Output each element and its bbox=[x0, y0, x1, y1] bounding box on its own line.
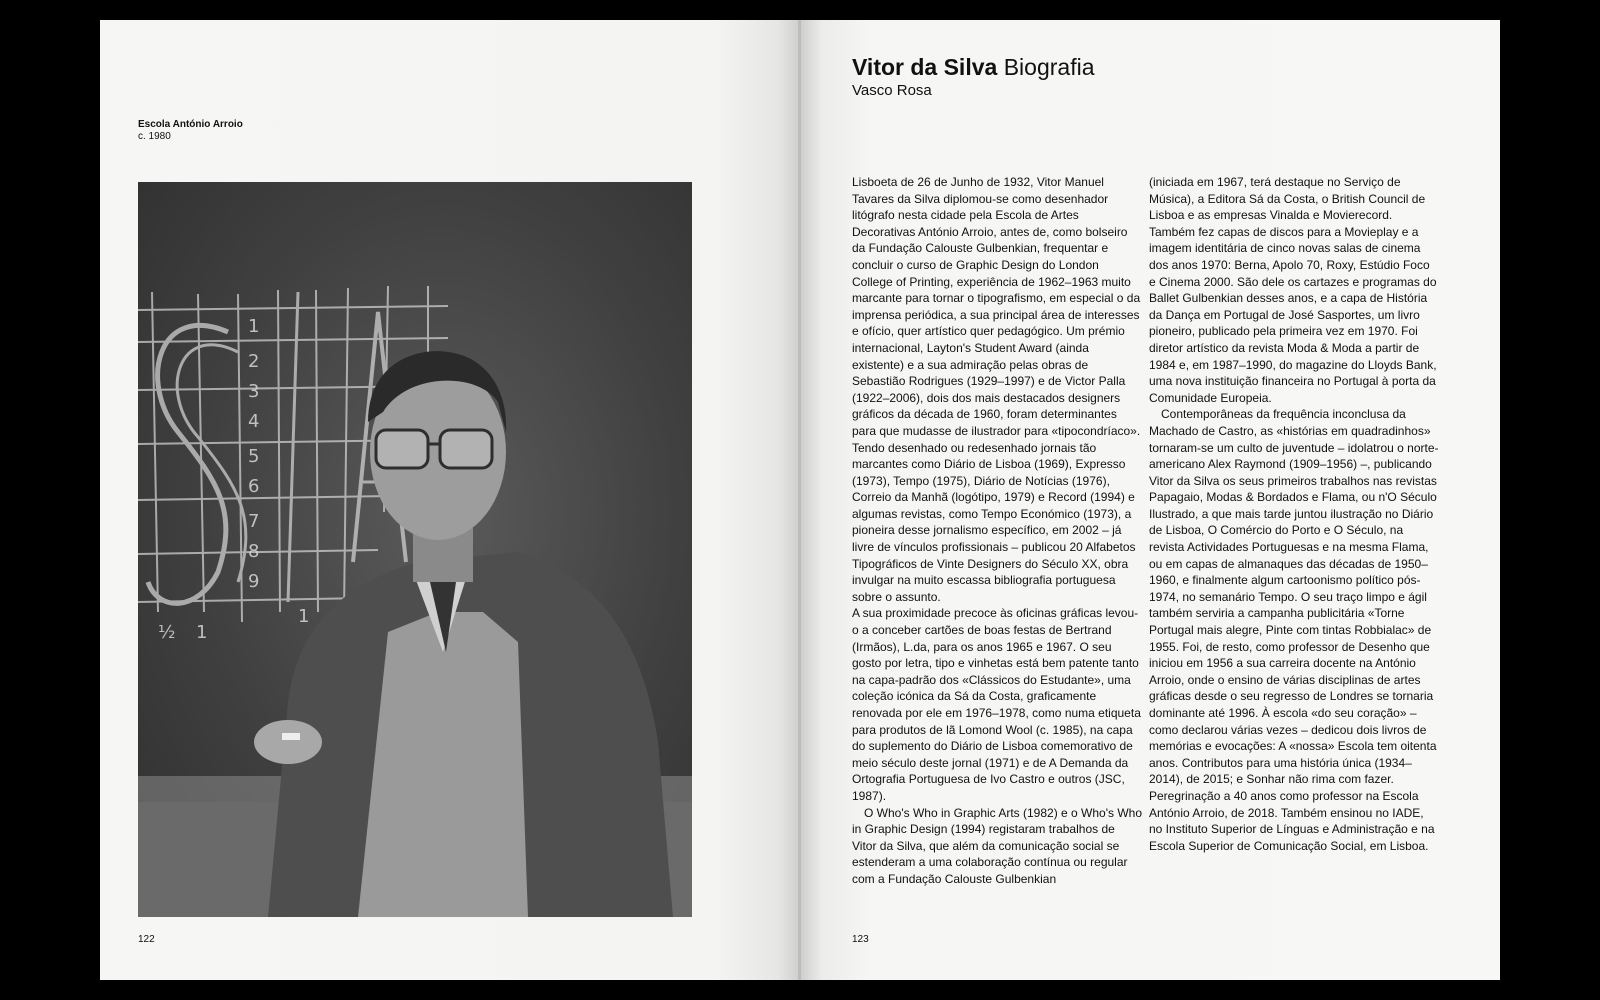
paragraph: Lisboeta de 26 de Junho de 1932, Vitor Manuel Tavares da Silva diplomou-se como desenhador litógrafo nesta cidade pela Escola de Artes Decorativas António Arroio, antes de, como bolseiro da Fundação Calouste Gulbenkian, frequentar e concluir o curso de Graphic Design do London College of Printing, experiência de 1962–1963 muito marcante para tornar o tipografismo, em especial o da imprensa periódica, a sua principal área de interesses e ofício, quer artístico quer pedagógico. Um prémio internacional, Layton's Student Award (ainda existente) e a sua admiração pelas obras de Sebastião Rodrigues (1929–1997) e de Victor Palla (1922–2006), dois dos mais destacados designers gráficos da década de 1960, foram determinantes para que mudasse de ilustrador para «tipocondríaco». Tendo desenhado ou redesenhado jornais tão marcantes como Diário de Lisboa (1969), Expresso (1973), Tempo (1975), Diário de Notícias (1976), Correio da Manhã (logótipo, 1979) e Record (1994) e algumas revistas, como Tempo Económico (1973), a pioneira desse jornalismo específico, em 2002 – já livre de vínculos profissionais – publicou 20 Alfabetos Tipográficos de Vinte Designers do Século XX, obra invulgar na muito escassa bibliografia portuguesa sobre o assunto. bbox=[852, 175, 1141, 604]
svg-text:1: 1 bbox=[298, 606, 310, 627]
caption-title: Escola António Arroio bbox=[138, 119, 243, 130]
svg-text:1: 1 bbox=[196, 622, 208, 643]
title-section: Biografia bbox=[1003, 54, 1095, 80]
text-column-1 bbox=[852, 174, 1142, 888]
title-name: Vitor da Silva bbox=[852, 54, 998, 80]
svg-text:6: 6 bbox=[248, 476, 260, 497]
caption-date: c. 1980 bbox=[138, 131, 171, 142]
photo-caption bbox=[138, 119, 243, 143]
svg-text:8: 8 bbox=[248, 541, 260, 562]
svg-text:3: 3 bbox=[248, 381, 260, 402]
right-page bbox=[801, 20, 1500, 980]
article-author: Vasco Rosa bbox=[852, 82, 932, 99]
paragraph: A sua proximidade precoce às oficinas gráficas levou-o a conceber cartões de boas festas de Bertrand (Irmãos), L.da, para os anos 1965 e 1967. O seu gosto por letra, tipo e vinhetas está bem patente tanto na capa-padrão dos «Clássicos do Estudante», uma coleção icónica da Sá da Costa, graficamente renovada por ele em 1976–1978, como numa etiqueta para produtos de lã Lomond Wool (c. 1985), na capa do suplemento do Diário de Lisboa comemorativo de meio século deste jornal (1971) e de A Demanda da Ortografia Portuguesa de Ivo Castro e outros (JSC, 1987). bbox=[852, 606, 1141, 803]
left-page bbox=[100, 20, 799, 980]
svg-text:5: 5 bbox=[248, 446, 260, 467]
article-heading bbox=[852, 53, 1094, 101]
paragraph: O Who's Who in Graphic Arts (1982) e o Who's Who in Graphic Design (1994) registaram trabalhos de Vitor da Silva, que além da comunicação social se estenderam a uma colaboração contínua ou regular com a Fundação Calouste Gulbenkian bbox=[852, 805, 1143, 886]
book-spread bbox=[100, 20, 1500, 980]
portrait-photo-icon bbox=[138, 182, 692, 917]
svg-text:½: ½ bbox=[158, 622, 176, 643]
svg-text:1: 1 bbox=[248, 316, 260, 337]
paragraph: Contemporâneas da frequência inconclusa da Machado de Castro, as «histórias em quadradinhos» tornaram-se um culto de juventude – idolatrou o norte-americano Alex Raymond (1909–1956) –, publicando Vitor da Silva os seus primeiros trabalhos nas revistas Papagaio, Modas & Bordados e Flama, ou n'O Século Ilustrado, a que mais tarde juntou ilustração no Diário de Lisboa, O Comércio do Porto e O Século, na revista Actividades Portuguesas e na mesma Flama, ou em capas de almanaques das décadas de 1950–1960, e finalmente algum cartoonismo político pós-1974, no semanário Tempo. O seu traço limpo e ágil também serviria a campanha publicitária «Torne Portugal mais alegre, Pinte com tintas Robbialac» de 1955. Foi, de resto, como professor de Desenho que iniciou em 1956 a sua carreira docente na António Arroio, onde o ensino de várias disciplinas de artes gráficas desde o seu regresso de Londres se tornaria dominante até 1996. À escola «do seu coração» – como declarou várias vezes – dedicou dois livros de memórias e evocações: A «nossa» Escola tem oitenta anos. Contributos para uma história única (1934–2014), de 2015; e Sonhar não rima com fazer. Peregrinação a 40 anos como professor na Escola António Arroio, de 2018. Também ensinou no IADE, no Instituto Superior de Línguas e Administração e na Escola Superior de Comunicação Social, em Lisboa. bbox=[1149, 407, 1439, 853]
text-column-2 bbox=[1149, 174, 1439, 854]
svg-text:2: 2 bbox=[248, 351, 260, 372]
page-number-left: 122 bbox=[138, 934, 155, 945]
svg-text:4: 4 bbox=[248, 411, 260, 432]
paragraph: (iniciada em 1967, terá destaque no Serviço de Música), a Editora Sá da Costa, o British Council de Lisboa e as empresas Vinalda e Movierecord. Também fez capas de discos para a Movieplay e a imagem identitária de cinco novas salas de cinema dos anos 1970: Berna, Apolo 70, Roxy, Estúdio Foco e Cinema 2000. São dele os cartazes e programas do Ballet Gulbenkian desses anos, e a capa de História da Dança em Portugal de José Sasportes, um livro pioneiro, publicado pela primeira vez em 1970. Foi diretor artístico da revista Moda & Moda a partir de 1984 e, em 1987–1990, do magazine do Lloyds Bank, uma nova instituição financeira no Portugal à porta da Comunidade Europeia. bbox=[1149, 175, 1437, 405]
portrait-photo bbox=[138, 182, 692, 917]
article-title bbox=[852, 53, 1094, 81]
svg-text:7: 7 bbox=[248, 511, 260, 532]
svg-text:9: 9 bbox=[248, 571, 260, 592]
page-number-right: 123 bbox=[852, 934, 869, 945]
